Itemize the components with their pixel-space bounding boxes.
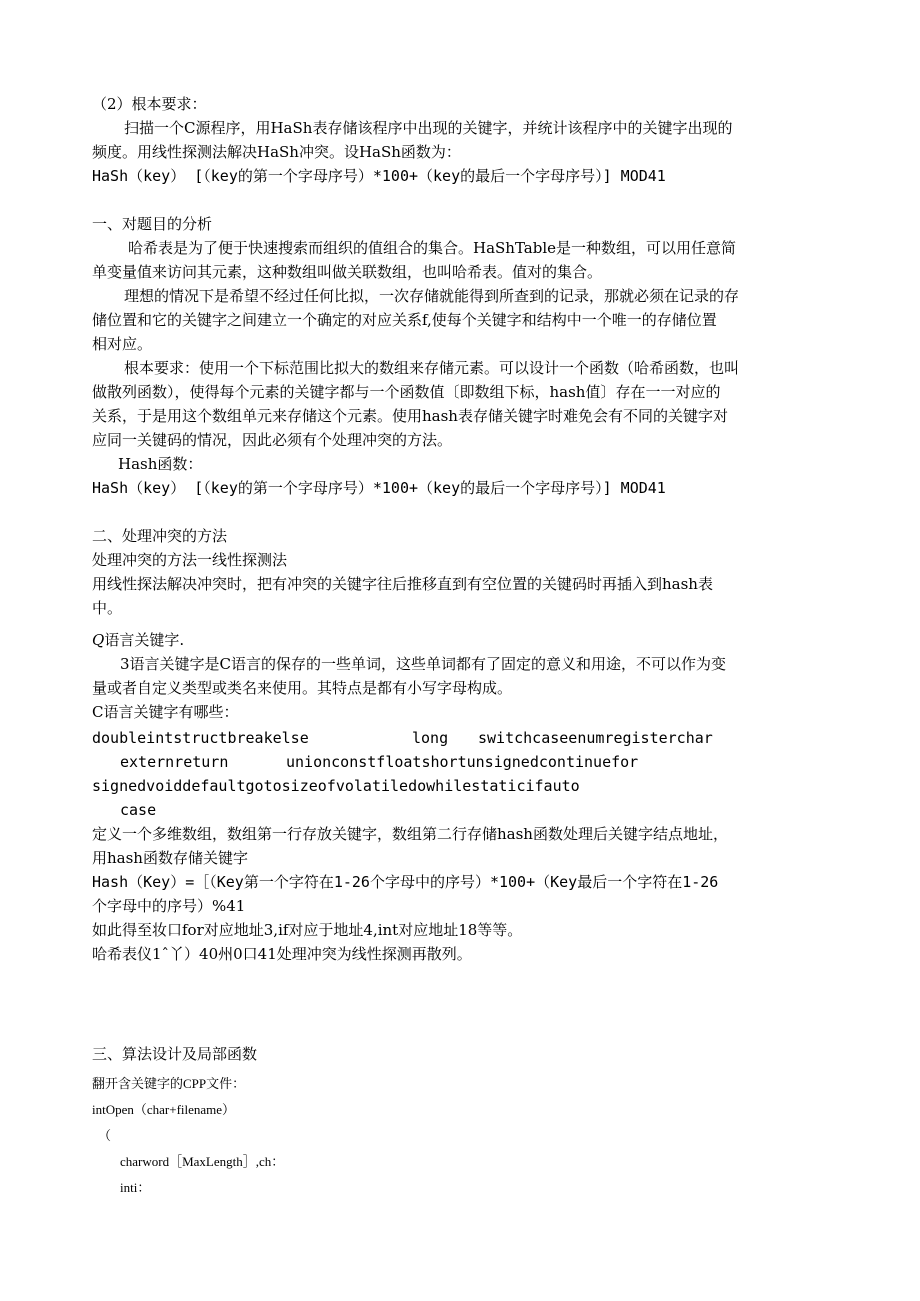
keyword-paragraph-line: 量或者自定义类型或类名来使用。其特点是都有小写字母构成。	[92, 679, 513, 697]
hash-table-paragraph: 哈希表仪1ˆ丫）40州0口41处理冲突为线性探测再散列。	[92, 945, 472, 963]
analysis-paragraph-line: 哈希表是为了便于快速搜索而组织的值组合的集合。HaShTable是一种数组，可以用任意简	[128, 239, 737, 257]
collision-subheading: 处理冲突的方法一线性探测法	[92, 551, 288, 569]
keyword-list-line: case	[120, 801, 157, 819]
analysis-paragraph-line: 理想的情况下是希望不经过任何比拟，一次存储就能得到所查到的记录，那就必须在记录的存	[124, 287, 740, 305]
requirement-heading: （2）根本要求：	[92, 95, 207, 113]
analysis-paragraph-line: 根本要求：使用一个下标范围比拟大的数组来存储元素。可以设计一个函数（哈希函数，也叫	[124, 359, 740, 377]
collision-paragraph-line: 用线性探法解决冲突时，把有冲突的关键字往后推移直到有空位置的关键码时再插入到hash表	[92, 575, 713, 593]
array-paragraph-line: 用hash函数存储关键字	[92, 849, 248, 867]
collision-paragraph-line: 中。	[92, 599, 123, 617]
array-paragraph-line: 定义一个多维数组，数组第一行存放关键字，数组第二行存储hash函数处理后关键字结点地址，	[92, 825, 728, 843]
analysis-paragraph-line: 储位置和它的关键字之间建立一个确定的对应关系f,使每个关键字和结构中一个唯一的存储位置	[92, 311, 717, 329]
requirement-paragraph-line: 频度。用线性探测法解决HaSh冲突。设HaSh函数为：	[92, 143, 461, 161]
analysis-paragraph-line: 单变量值来访问其元素，这种数组叫做关联数组，也叫哈希表。值对的集合。	[92, 263, 603, 281]
keyword-title	[92, 628, 184, 652]
keyword-list-line: externreturn	[120, 753, 229, 771]
section-heading-collision: 二、处理冲突的方法	[92, 527, 228, 545]
analysis-paragraph-line: 关系，于是用这个数组单元来存储这个元素。使用hash表存储关键字时难免会有不同的关键字对	[92, 407, 728, 425]
hash-function-label: Hash函数：	[118, 455, 203, 473]
analysis-paragraph-line: 相对应。	[92, 335, 153, 353]
keyword-title-mark: Q	[92, 631, 105, 649]
code-line: intOpen（char+filename）	[92, 1102, 236, 1117]
keyword-title-text: 语言关键字.	[104, 631, 185, 649]
section-heading-analysis: 一、对题目的分析	[92, 215, 213, 233]
keyword-list-line: unionconstfloatshortunsignedcontinuefor	[286, 753, 639, 771]
code-comment-line: 翻开含关键字的CPP文件：	[92, 1076, 246, 1091]
requirement-paragraph-line: 扫描一个C源程序，用HaSh表存储该程序中出现的关键字，并统计该程序中的关键字出现的	[124, 119, 733, 137]
keyword-list-line: long	[412, 729, 449, 747]
section-heading-algorithm: 三、算法设计及局部函数	[92, 1045, 258, 1063]
hash-formula: 个字母中的序号）%41	[92, 897, 246, 915]
hash-formula: HaSh（key） [（key的第一个字母序号）*100+（key的最后一个字母序号）] MOD41	[92, 167, 666, 185]
keyword-list-line: doubleintstructbreakelse	[92, 729, 309, 747]
hash-formula: HaSh（key） [（key的第一个字母序号）*100+（key的最后一个字母序号）] MOD41	[92, 479, 666, 497]
code-line: inti：	[120, 1180, 151, 1195]
code-line: charword［MaxLength］,ch：	[120, 1154, 285, 1169]
analysis-paragraph-line: 应同一关键码的情况，因此必须有个处理冲突的方法。	[92, 431, 453, 449]
analysis-paragraph-line: 做散列函数），使得每个元素的关键字都与一个函数值〔即数组下标，hash值〕存在一一对应的	[92, 383, 721, 401]
hash-formula: Hash（Key）=［（Key第一个字符在1-26个字母中的序号）*100+（Key最后一个字符在1-26	[92, 873, 719, 891]
keyword-list-line: switchcaseenumregisterchar	[478, 729, 713, 747]
keyword-list-label: C语言关键字有哪些：	[92, 703, 239, 721]
mapping-paragraph: 如此得至妆口for对应地址3,if对应于地址4,int对应地址18等等。	[92, 921, 523, 939]
keyword-paragraph-line: 3语言关键字是C语言的保存的一些单词，这些单词都有了固定的意义和用途，不可以作为变	[120, 655, 727, 673]
code-line: （	[98, 1128, 112, 1143]
keyword-list-line: signedvoiddefaultgotosizeofvolatiledowhilestaticifauto	[92, 777, 580, 795]
